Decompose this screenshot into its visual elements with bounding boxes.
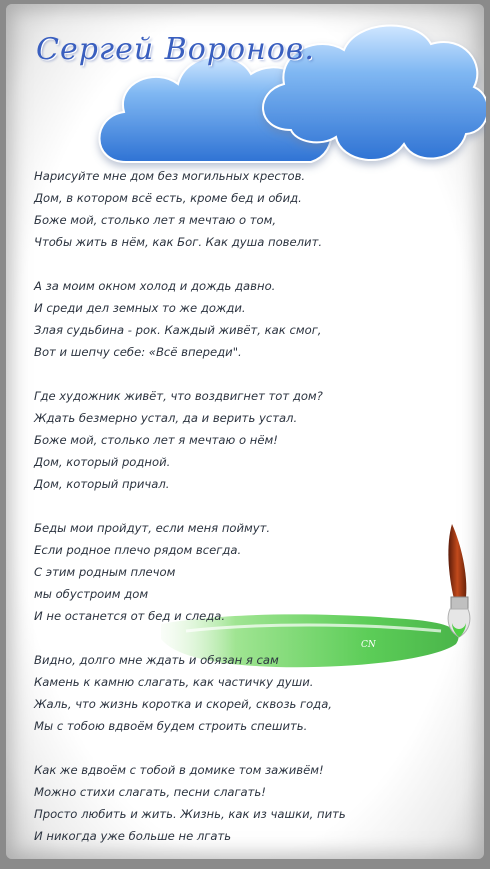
stanza [34, 759, 474, 847]
stanza [34, 275, 474, 363]
poem-line: Чтобы жить в нём, как Бог. Как душа повелит. [34, 235, 323, 249]
poem-line: Дом, который причал. [34, 477, 170, 491]
poem-card [6, 4, 484, 859]
poem-line: Злая судьбина - рок. Каждый живёт, как смог, [34, 323, 322, 337]
poem-line: Беды мои пройдут, если меня поймут. [34, 521, 271, 535]
poem-line: Нарисуйте мне дом без могильных крестов. [34, 169, 306, 183]
poem-line: А за моим окном холод и дождь давно. [34, 279, 276, 293]
poem-line: Просто любить и жить. Жизнь, как из чашки, пить [34, 807, 346, 821]
poem-line: мы обустроим дом [34, 587, 149, 601]
stanza [34, 385, 474, 495]
poem-line: И никогда уже больше не лгать [34, 829, 232, 843]
poem-line: Вот и шепчу себе: «Всё впереди". [34, 345, 242, 359]
stanza [34, 517, 474, 627]
poem-line: С этим родным плечом [34, 565, 176, 579]
stanza [34, 165, 474, 253]
author-name: Сергей Воронов. [36, 32, 315, 67]
stanza [34, 649, 474, 737]
poem-line: Дом, в котором всё есть, кроме бед и обид. [34, 191, 302, 205]
poem-line: Боже мой, столько лет я мечтаю о нём! [34, 433, 278, 447]
poem-line: Жаль, что жизнь коротка и скорей, сквозь года, [34, 697, 332, 711]
poem-text [34, 165, 474, 869]
poem-line: Боже мой, столько лет я мечтаю о том, [34, 213, 277, 227]
poem-line: И среди дел земных то же дожди. [34, 301, 246, 315]
poem-line: Ждать безмерно устал, да и верить устал. [34, 411, 298, 425]
poem-line: Дом, который родной. [34, 455, 171, 469]
poem-line: Видно, долго мне ждать и обязан я сам [34, 653, 279, 667]
poem-line: Можно стихи слагать, песни слагать! [34, 785, 266, 799]
poem-line: Где художник живёт, что воздвигнет тот дом? [34, 389, 323, 403]
poem-line: Камень к камню слагать, как частичку души. [34, 675, 314, 689]
poem-line: Как же вдвоём с тобой в домике том заживём! [34, 763, 324, 777]
poem-line: Если родное плечо рядом всегда. [34, 543, 242, 557]
poem-line: Мы с тобою вдвоём будем строить спешить. [34, 719, 308, 733]
watermark: CN [361, 640, 376, 650]
poem-line: И не останется от бед и следа. [34, 609, 226, 623]
